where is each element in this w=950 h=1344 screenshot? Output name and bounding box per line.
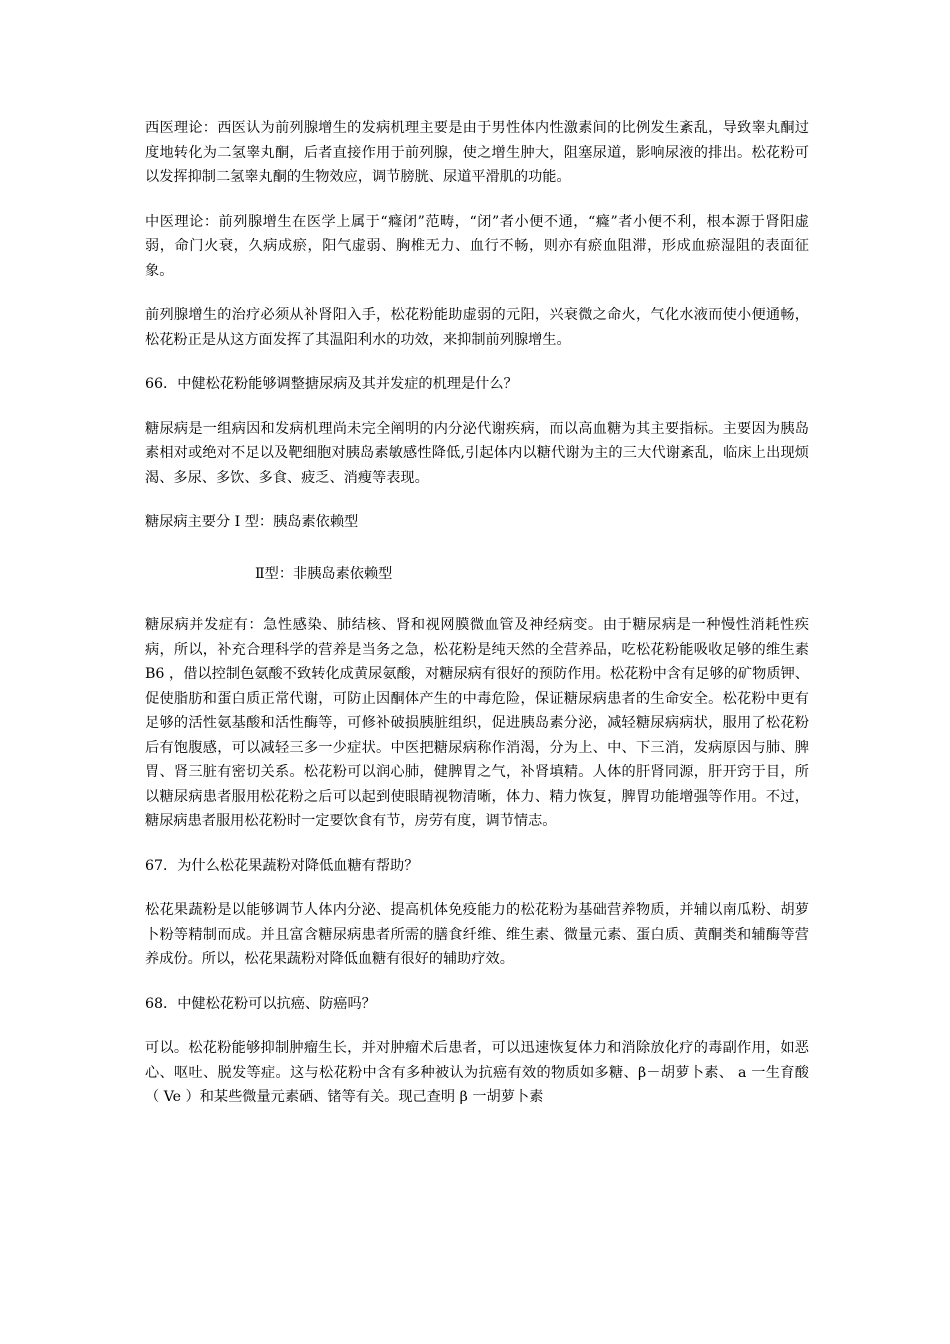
question-66-heading: 66．中健松花粉能够调整搪尿病及其并发症的机理是什么？ xyxy=(145,376,518,392)
paragraph-fruit-veg-powder: 松花果蔬粉是以能够调节人体内分泌、提高机体免疫能力的松花粉为基础营养物质，并辅以南瓜粉、胡萝卜粉等精制而成。并且富含糖尿病患者所需的膳食纤维、维生素、微量元素、蛋白质、黄酮类和辅酶等营养成份。所以，松花果蔬粉对降低血糖有很好的辅助疗效。 xyxy=(145,902,809,967)
paragraph-diabetes-intro: 糖尿病是一组病因和发病机理尚未完全阐明的内分泌代谢疾病，而以高血糖为其主要指标。主要因为胰岛素相对或绝对不足以及靶细胞对胰岛素敏感性降低,引起体内以糖代谢为主的三大代谢紊乱，临床上出现烦渴、多尿、多饮、多食、疲乏、消瘦等表现。 xyxy=(145,420,809,486)
question-67-heading: 67．为什么松花果蔬粉对降低血糖有帮助？ xyxy=(145,857,419,874)
diabetes-type-2: Ⅱ型：非胰岛素依赖型 xyxy=(255,565,393,582)
paragraph-complications: 糖尿病并发症有：急性感染、肺结核、肾和视网膜微血管及神经病变。由于糖尿病是一种慢性消耗性疾病，所以，补充合理科学的营养是当务之急，松花粉是纯天然的全营养品，吃松花粉能吸收足够的维生素 B6 ，借以控制色氨酸不致转化成黄尿氨酸，对糖尿病有很好的预防作用。松花粉中含有足够的矿物质钾、促使脂肪和蛋白质正常代谢，可防止因酮体产生的中毒危险，保证糖尿病患者的生命安全。松花粉中更有足够的活性氨基酸和活性酶等，可修补破损胰脏组织，促进胰岛素分泌，减轻糖尿病病状，服用了松花粉后有饱腹感，可以减轻三多一少症状。中医把糖尿病称作消渴，分为上、中、下三消，发病原因与肺、脾胃、肾三脏有密切关系。松花粉可以润心肺，健脾胃之气，补肾填精。人体的肝肾同源，肝开窍于目，所以糖尿病患者服用松花粉之后可以起到使眼睛视物清晰，体力、精力恢复，脾胃功能增强等作用。不过，糖尿病患者服用松花粉时一定要饮食有节，房劳有度，调节情志。 xyxy=(145,617,809,829)
paragraph-treatment: 前列腺增生的治疗必须从补肾阳入手，松花粉能助虚弱的元阳，兴衰微之命火，气化水液而使小便通畅，松花粉正是从这方面发挥了其温阳利水的功效，来抑制前列腺增生。 xyxy=(145,307,809,348)
diabetes-type-1: 糖尿病主要分 Ⅰ 型：胰岛素依赖型 xyxy=(145,514,359,530)
paragraph-chinese-theory: 中医理论：前列腺增生在医学上属于“癃闭”范畴，“闭”者小便不通，“癃”者小便不利，根本源于肾阳虚弱，命门火衰，久病成瘀，阳气虚弱、胸椎无力、血行不畅，则亦有瘀血阻滞，形成血瘀湿阻的表面征象。 xyxy=(145,213,809,279)
paragraph-western-theory: 西医理论：西医认为前列腺增生的发病机理主要是由于男性体内性激素间的比例发生紊乱，导致睾丸酮过度地转化为二氢睾丸酮，后者直接作用于前列腺，使之增生肿大，阻塞尿道，影响尿液的排出。松花粉可以发挥抑制二氢睾丸酮的生物效应，调节膀胱、尿道平滑肌的功能。 xyxy=(145,120,809,185)
question-68-heading: 68．中健松花粉可以抗癌、防癌吗？ xyxy=(145,995,376,1012)
document-page xyxy=(145,116,809,1110)
paragraph-anticancer: 可以。松花粉能够抑制肿瘤生长，并对肿瘤术后患者，可以迅速恢复体力和消除放化疗的毒副作用，如恶心、呕吐、脱发等症。这与松花粉中含有多种被认为抗癌有效的物质如多糖、β－胡萝卜素、 a 一生育酸（ Ve ）和某些微量元素硒、锗等有关。现己查明 β 一胡萝卜素 xyxy=(145,1040,809,1105)
